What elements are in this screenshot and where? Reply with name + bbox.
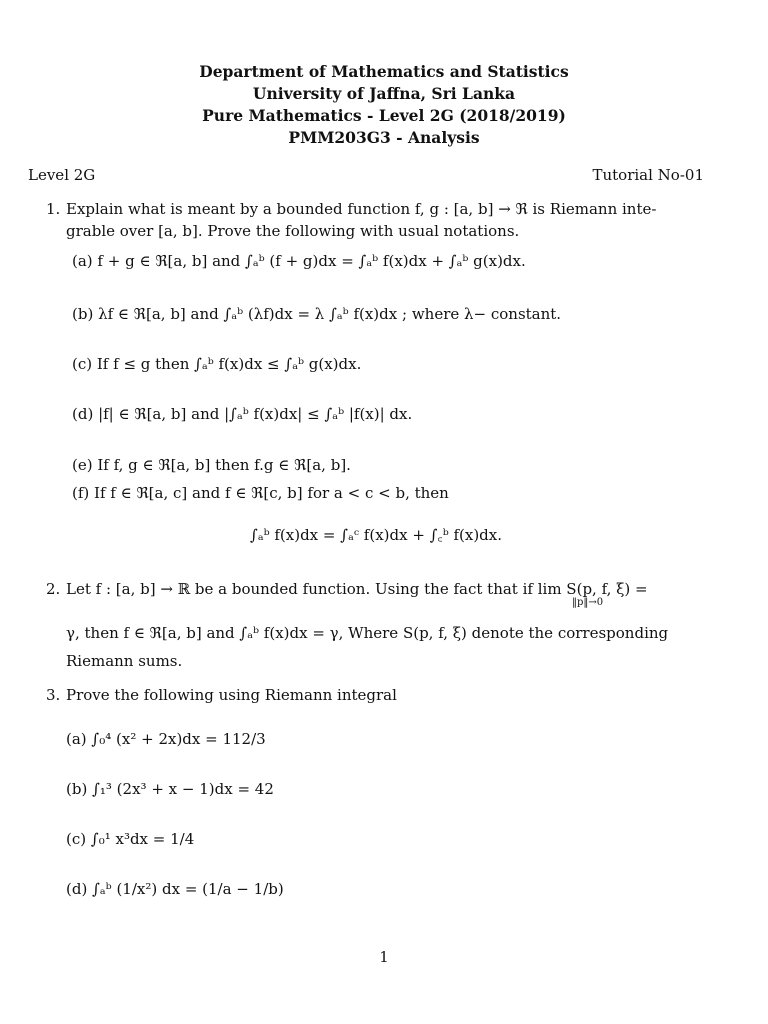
q2-text-line3: Riemann sums. (66, 652, 183, 670)
q1-part-f-equation: ∫ₐᵇ f(x)dx = ∫ₐᶜ f(x)dx + ∫꜀ᵇ f(x)dx. (250, 526, 503, 544)
q3-part-d: (d) ∫ₐᵇ (1/x²) dx = (1/a − 1/b) (66, 880, 284, 898)
q1-part-b: (b) λf ∈ ℜ[a, b] and ∫ₐᵇ (λf)dx = λ ∫ₐᵇ f(x)dx ; where λ− constant. (72, 305, 562, 323)
q3-part-c: (c) ∫₀¹ x³dx = 1/4 (66, 830, 195, 848)
q2-text-line1: Let f : [a, b] → ℝ be a bounded function. Using the fact that if lim S(p, f, ξ) = (66, 580, 648, 598)
q2-number: 2. (46, 580, 61, 598)
q3-part-b: (b) ∫₁³ (2x³ + x − 1)dx = 42 (66, 780, 274, 798)
q1-text-line2: grable over [a, b]. Prove the following with usual notations. (66, 222, 520, 240)
q3-part-a: (a) ∫₀⁴ (x² + 2x)dx = 112/3 (66, 730, 266, 748)
q1-part-f-line1: (f) If f ∈ ℜ[a, c] and f ∈ ℜ[c, b] for a < c < b, then (72, 484, 449, 502)
q1-part-e: (e) If f, g ∈ ℜ[a, b] then f.g ∈ ℜ[a, b]. (72, 456, 351, 474)
header-university: University of Jaffna, Sri Lanka (252, 84, 516, 103)
q2-limit-subscript: ‖p‖→0 (572, 597, 604, 608)
header-course-level: Pure Mathematics - Level 2G (2018/2019) (202, 106, 566, 125)
q1-text-line1: Explain what is meant by a bounded function f, g : [a, b] → ℜ is Riemann inte- (66, 200, 657, 218)
q3-number: 3. (46, 686, 61, 704)
q3-text: Prove the following using Riemann integral (66, 686, 397, 704)
q1-number: 1. (46, 200, 61, 218)
header-department: Department of Mathematics and Statistics (199, 62, 569, 81)
tutorial-label: Tutorial No-01 (592, 166, 704, 184)
level-label: Level 2G (28, 166, 96, 184)
header-course-code: PMM203G3 - Analysis (288, 128, 480, 147)
page-number: 1 (379, 948, 389, 966)
q2-text-line2: γ, then f ∈ ℜ[a, b] and ∫ₐᵇ f(x)dx = γ, Where S(p, f, ξ) denote the corresponding (66, 624, 669, 642)
q1-part-c: (c) If f ≤ g then ∫ₐᵇ f(x)dx ≤ ∫ₐᵇ g(x)dx. (72, 355, 362, 373)
q1-part-d: (d) |f| ∈ ℜ[a, b] and |∫ₐᵇ f(x)dx| ≤ ∫ₐᵇ |f(x)| dx. (72, 405, 413, 423)
q1-part-a: (a) f + g ∈ ℜ[a, b] and ∫ₐᵇ (f + g)dx = ∫ₐᵇ f(x)dx + ∫ₐᵇ g(x)dx. (72, 252, 526, 270)
